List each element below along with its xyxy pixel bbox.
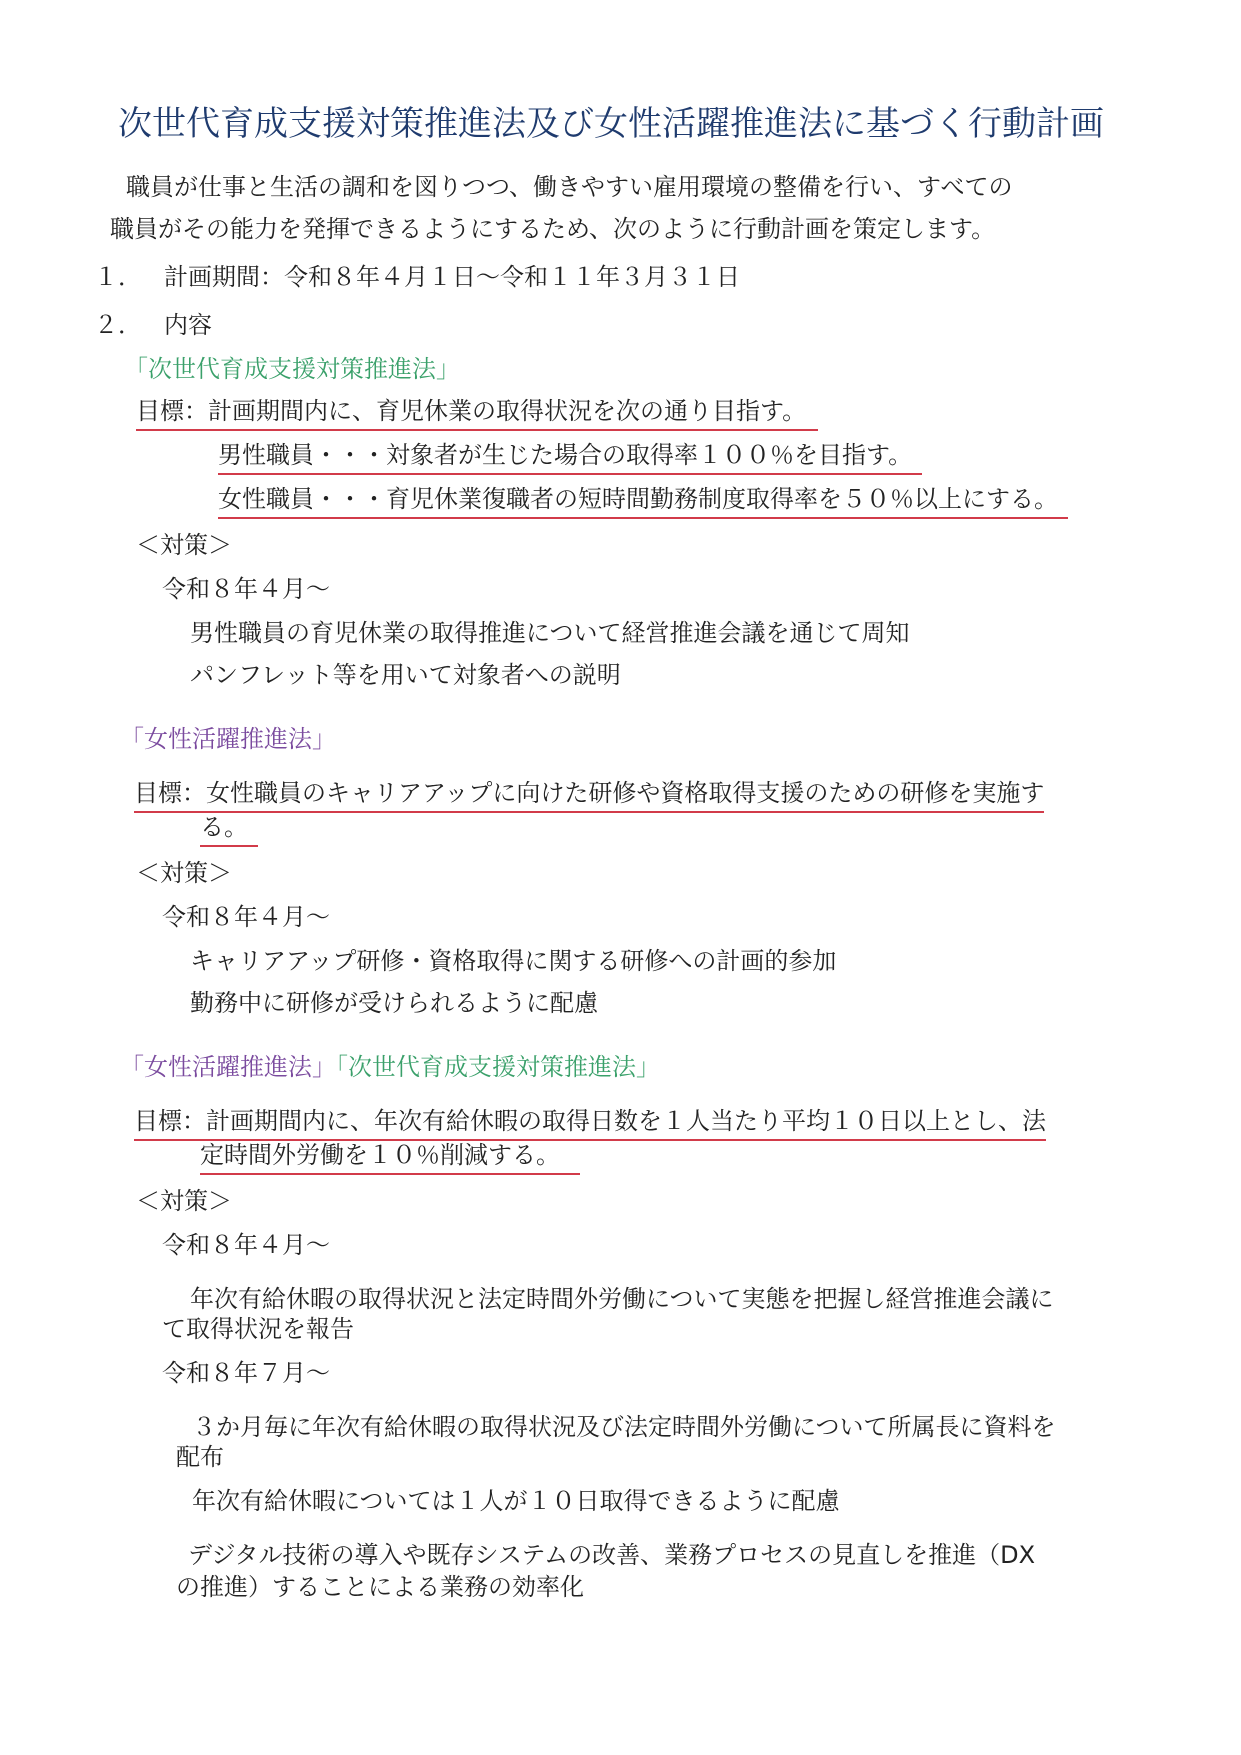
section1-measure-1: 男性職員の育児休業の取得推進について経営推進会議を通じて周知: [190, 619, 910, 647]
contents-label: 内容: [164, 311, 212, 339]
section3-measure-1-line-2: て取得状況を報告: [162, 1315, 354, 1343]
section1-goal-male: 男性職員・・・対象者が生じた場合の取得率１００％を目指す。: [218, 440, 922, 475]
section3-measure-4-line-2: の推進）することによる業務の効率化: [176, 1573, 584, 1601]
section3-measure-3: 年次有給休暇については１人が１０日取得できるように配慮: [192, 1487, 840, 1515]
section3-date-1: 令和８年４月～: [162, 1231, 330, 1259]
section3-goal-line-2: 定時間外労働を１０％削減する。: [200, 1140, 580, 1175]
item-1-number: １．: [94, 263, 142, 291]
section3-measures-label: ＜対策＞: [136, 1187, 232, 1215]
section3-heading: [120, 1052, 660, 1082]
section2-measure-2: 勤務中に研修が受けられるように配慮: [190, 989, 598, 1017]
section1-date: 令和８年４月～: [162, 575, 330, 603]
section2-goal-line-1: 目標：女性職員のキャリアアップに向けた研修や資格取得支援のための研修を実施す: [134, 778, 1044, 813]
section1-measures-label: ＜対策＞: [136, 531, 232, 559]
section3-measure-4-line-1: デジタル技術の導入や既存システムの改善、業務プロセスの見直しを推進（DX: [188, 1541, 1036, 1569]
intro-line-1: 職員が仕事と生活の調和を図りつつ、働きやすい雇用環境の整備を行い、すべての: [126, 173, 1013, 201]
section3-date-2: 令和８年７月～: [162, 1359, 330, 1387]
section2-date: 令和８年４月～: [162, 903, 330, 931]
section3-measure-1-line-1: 年次有給休暇の取得状況と法定時間外労働について実態を把握し経営推進会議に: [190, 1285, 1054, 1313]
item-2-number: ２．: [94, 311, 142, 339]
section3-measure-2-line-1: ３か月毎に年次有給休暇の取得状況及び法定時間外労働について所属長に資料を: [192, 1413, 1056, 1441]
section2-measures-label: ＜対策＞: [136, 859, 232, 887]
section1-heading: 「次世代育成支援対策推進法」: [124, 355, 460, 383]
section2-measure-1: キャリアアップ研修・資格取得に関する研修への計画的参加: [190, 947, 837, 975]
section1-measure-2: パンフレット等を用いて対象者への説明: [190, 661, 621, 689]
section2-heading: 「女性活躍推進法」: [120, 725, 336, 753]
section1-goal-female: 女性職員・・・育児休業復職者の短時間勤務制度取得率を５０％以上にする。: [218, 484, 1068, 519]
section3-measure-2-line-2: 配布: [176, 1443, 224, 1471]
section3-heading-next-gen: 「次世代育成支援対策推進法」: [336, 1053, 660, 1081]
section3-goal-line-1: 目標：計画期間内に、年次有給休暇の取得日数を１人当たり平均１０日以上とし、法: [134, 1106, 1046, 1141]
page-title: 次世代育成支援対策推進法及び女性活躍推進法に基づく行動計画: [118, 104, 1104, 144]
section2-goal-line-2: る。: [200, 812, 258, 847]
intro-line-2: 職員がその能力を発揮できるようにするため、次のように行動計画を策定します。: [110, 215, 996, 243]
plan-period: 計画期間：令和８年４月１日～令和１１年３月３１日: [164, 263, 740, 291]
section3-heading-women: 「女性活躍推進法」: [120, 1053, 336, 1081]
section1-goal: 目標：計画期間内に、育児休業の取得状況を次の通り目指す。: [136, 396, 818, 431]
